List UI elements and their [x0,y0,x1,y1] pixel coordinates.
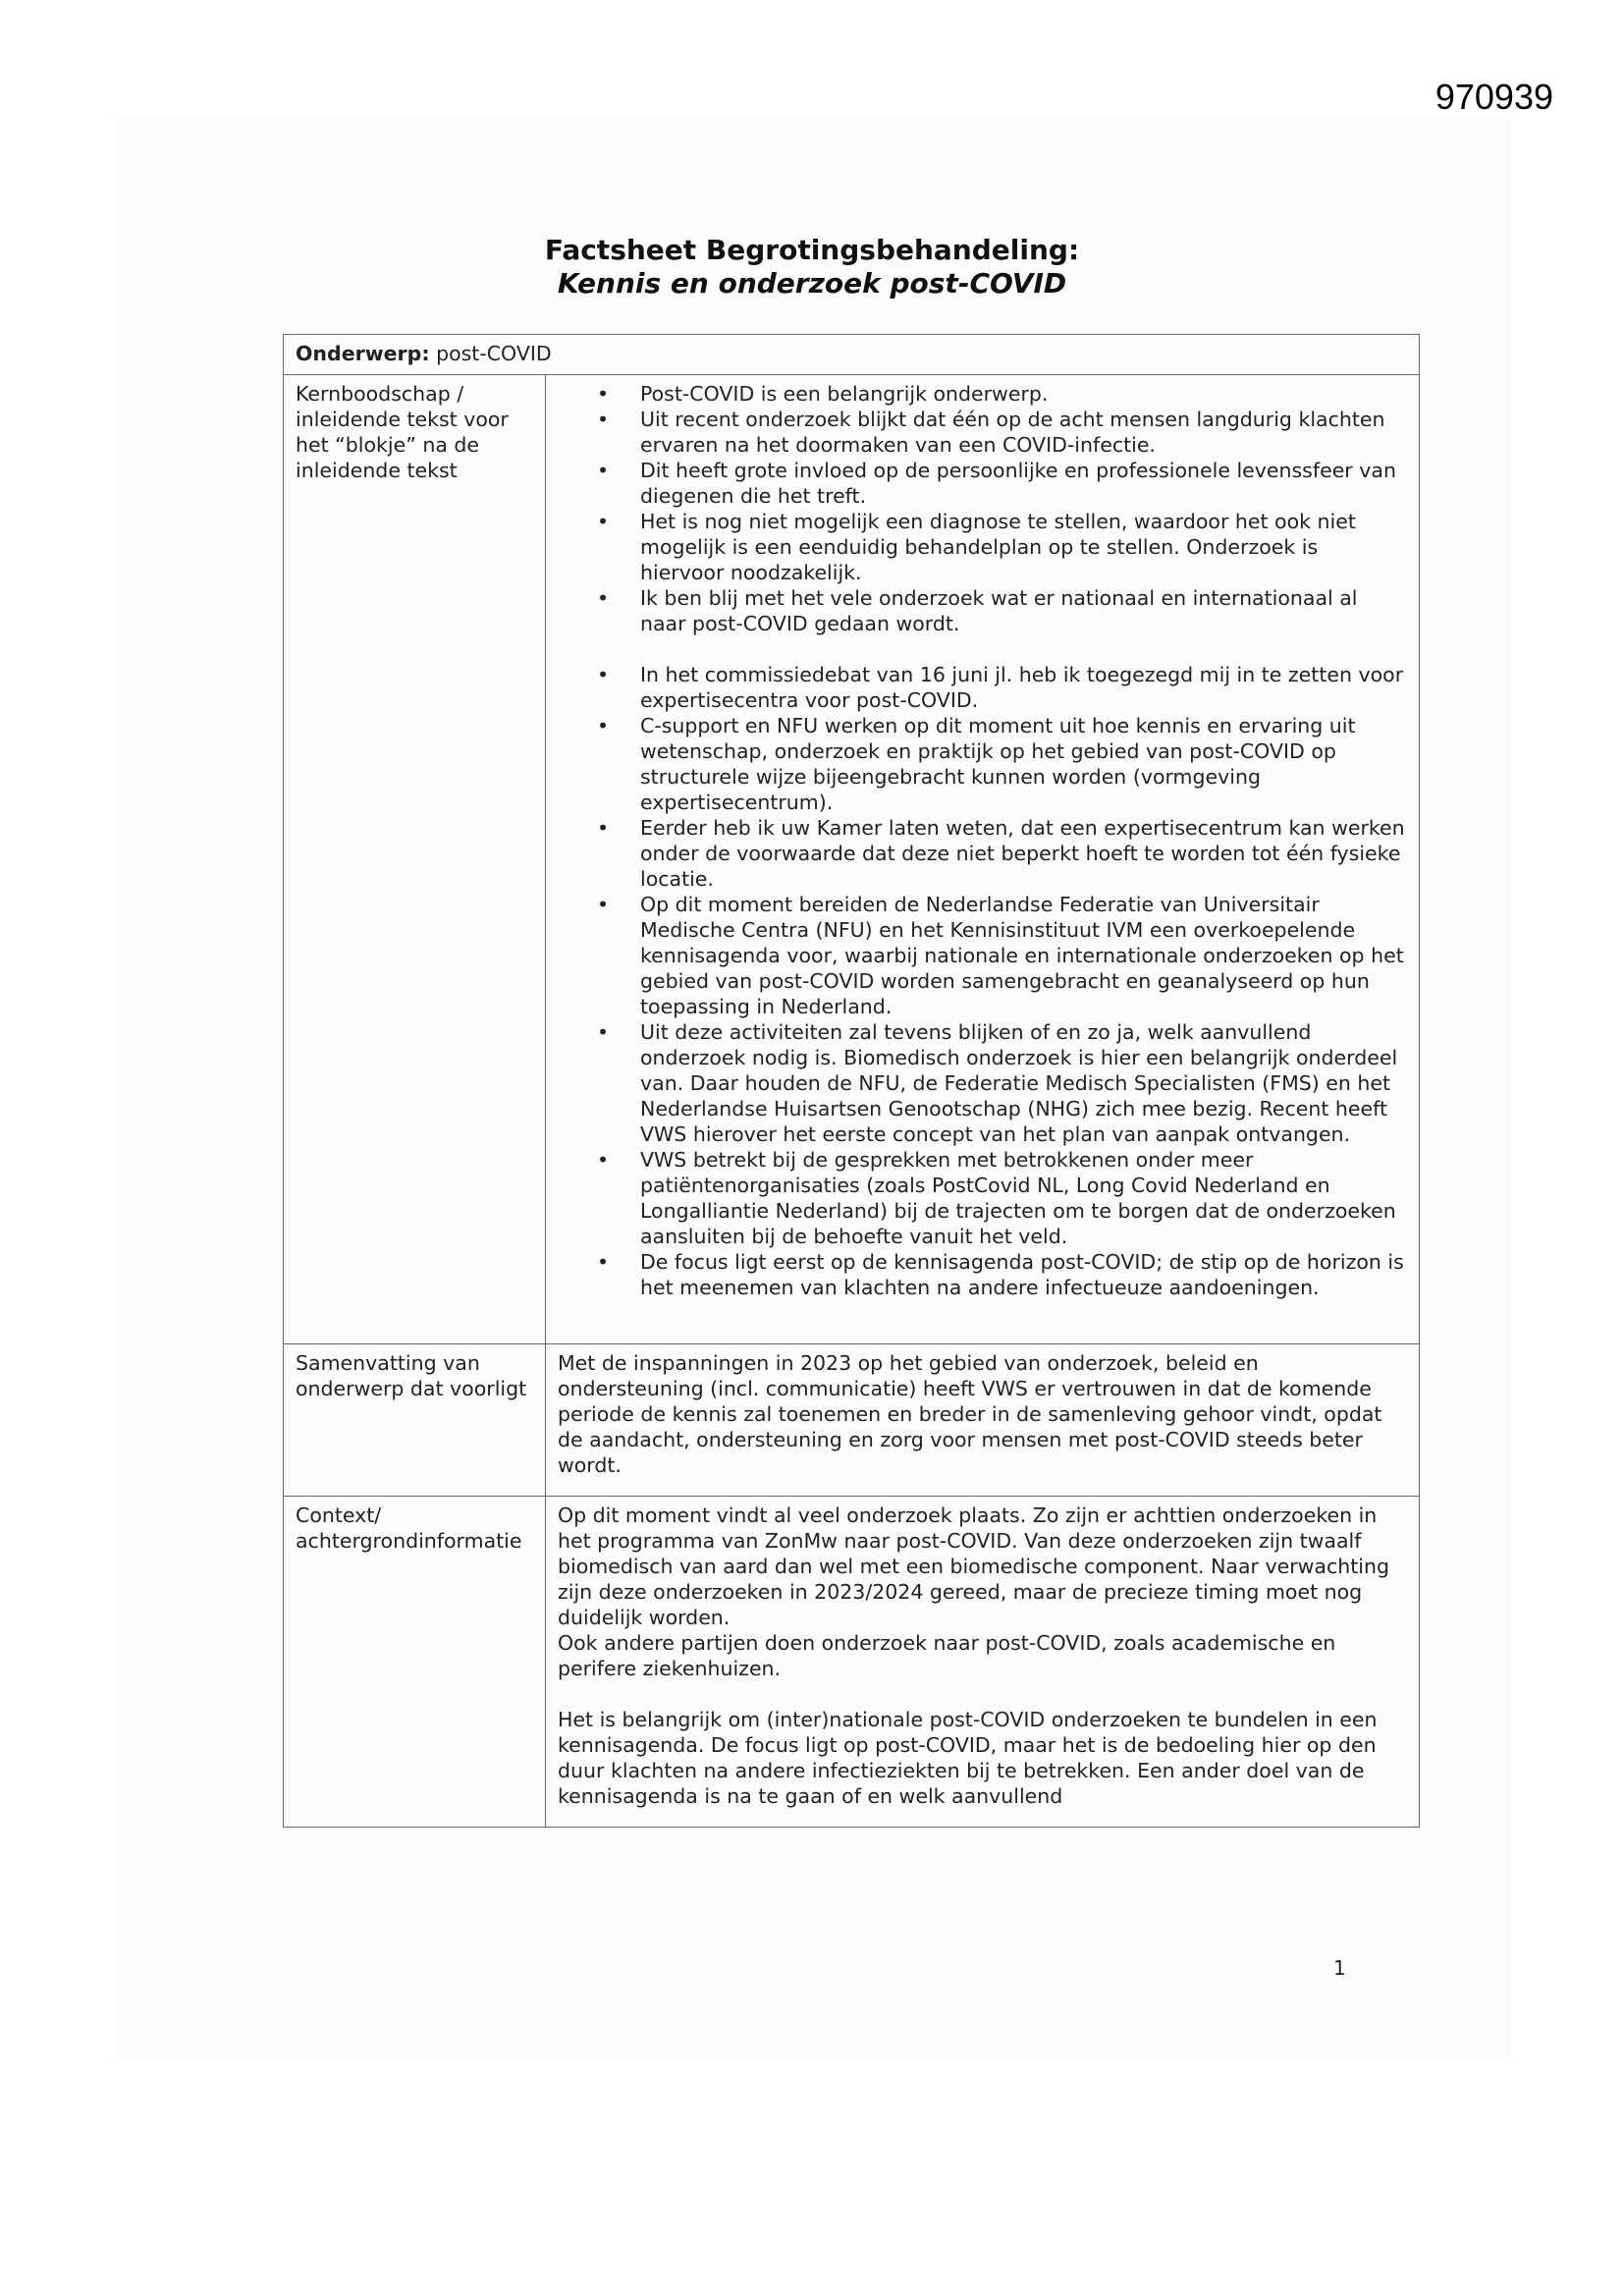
samenvatting-label: Samenvatting van onderwerp dat voorligt [284,1344,546,1497]
table-row-onderwerp [284,335,1420,375]
document-id: 970939 [1435,77,1553,117]
context-paragraph-1: Op dit moment vindt al veel onderzoek plaats. Zo zijn er achttien onderzoeken in het programma van ZonMw naar post-COVID. Van deze onderzoeken zijn twaalf biomedisch van aard dan wel met een biomedische component. Naar verwachting zijn deze onderzoeken in 2023/2024 gereed, maar de precieze timing moet nog duidelijk worden. [558,1503,1389,1629]
context-paragraph-3: Het is belangrijk om (inter)nationale post-COVID onderzoeken te bundelen in een kennisagenda. De focus ligt op post-COVID, maar het is de bedoeling hier op den duur klachten na andere infectieziekten bij te betrekken. Een ander doel van de kennisagenda is na te gaan of en welk aanvullend [558,1708,1378,1808]
list-item: • De focus ligt eerst op de kennisagenda post-COVID; de stip op de horizon is het meenemen van klachten na andere infectueuze aandoeningen. [558,1249,1407,1300]
onderwerp-label: Onderwerp: [296,342,430,365]
list-item: • Uit recent onderzoek blijkt dat één op de acht mensen langdurig klachten ervaren na het doormaken van een COVID-infectie. [558,407,1407,458]
list-item: • Het is nog niet mogelijk een diagnose te stellen, waardoor het ook niet mogelijk is een eenduidig behandelplan op te stellen. Onderzoek is hiervoor noodzakelijk. [558,509,1407,585]
kernboodschap-bullets-group2 [558,662,1407,1300]
onderwerp-value: post-COVID [429,342,552,365]
context-content [546,1497,1420,1828]
table-row-context [284,1497,1420,1828]
kernboodschap-bullets-group1 [558,381,1407,636]
page-number: 1 [1333,1956,1346,1980]
title-block [0,234,1624,301]
list-item: • C-support en NFU werken op dit moment uit hoe kennis en ervaring uit wetenschap, onderzoek en praktijk op het gebied van post-COVID op structurele wijze bijeengebracht kunnen worden (vormgeving expertisecentrum). [558,713,1407,815]
document-title: Factsheet Begrotingsbehandeling: [544,234,1080,266]
list-item: • VWS betrekt bij de gesprekken met betrokkenen onder meer patiëntenorganisaties (zoals PostCovid NL, Long Covid Nederland en Longalliantie Nederland) bij de trajecten om te borgen dat de onderzoeken aansluiten bij de behoefte vanuit het veld. [558,1147,1407,1249]
context-label: Context/ achtergrondinformatie [284,1497,546,1828]
list-item: • Op dit moment bereiden de Nederlandse Federatie van Universitair Medische Centra (NFU) en het Kennisinstituut IVM een overkoepelende kennisagenda voor, waarbij nationale en internationale onderzoeken op het gebied van post-COVID worden samengebracht en geanalyseerd op hun toepassing in Nederland. [558,892,1407,1019]
paragraph-spacer [558,1681,1407,1707]
list-spacer [558,636,1407,662]
factsheet-table [283,334,1420,1828]
document-subtitle: Kennis en onderzoek post-COVID [557,267,1067,300]
samenvatting-text: Met de inspanningen in 2023 op het gebied van onderzoek, beleid en ondersteuning (incl. communicatie) heeft VWS er vertrouwen in dat de komende periode de kennis zal toenemen en breder in de samenleving gehoor vindt, opdat de aandacht, ondersteuning en zorg voor mensen met post-COVID steeds beter wordt. [558,1351,1382,1477]
list-item: • Dit heeft grote invloed op de persoonlijke en professionele levenssfeer van diegenen die het treft. [558,458,1407,509]
list-item: • In het commissiedebat van 16 juni jl. heb ik toegezegd mij in te zetten voor expertisecentra voor post-COVID. [558,662,1407,713]
table-row-samenvatting [284,1344,1420,1497]
context-paragraph-2: Ook andere partijen doen onderzoek naar post-COVID, zoals academische en perifere ziekenhuizen. [558,1631,1336,1680]
table-row-kernboodschap [284,375,1420,1344]
list-item: • Ik ben blij met het vele onderzoek wat er nationaal en internationaal al naar post-COVID gedaan wordt. [558,585,1407,636]
list-item: • Eerder heb ik uw Kamer laten weten, dat een expertisecentrum kan werken onder de voorwaarde dat deze niet beperkt hoeft te worden tot één fysieke locatie. [558,815,1407,892]
kernboodschap-label: Kernboodschap / inleidende tekst voor het “blokje” na de inleidende tekst [284,375,546,1344]
onderwerp-cell [284,335,1420,375]
samenvatting-content [546,1344,1420,1497]
kernboodschap-content [546,375,1420,1344]
list-item: • Post-COVID is een belangrijk onderwerp. [558,381,1407,407]
list-item: • Uit deze activiteiten zal tevens blijken of en zo ja, welk aanvullend onderzoek nodig is. Biomedisch onderzoek is hier een belangrijk onderdeel van. Daar houden de NFU, de Federatie Medisch Specialisten (FMS) en het Nederlandse Huisartsen Genootschap (NHG) zich mee bezig. Recent heeft VWS hierover het eerste concept van het plan van aanpak ontvangen. [558,1019,1407,1147]
